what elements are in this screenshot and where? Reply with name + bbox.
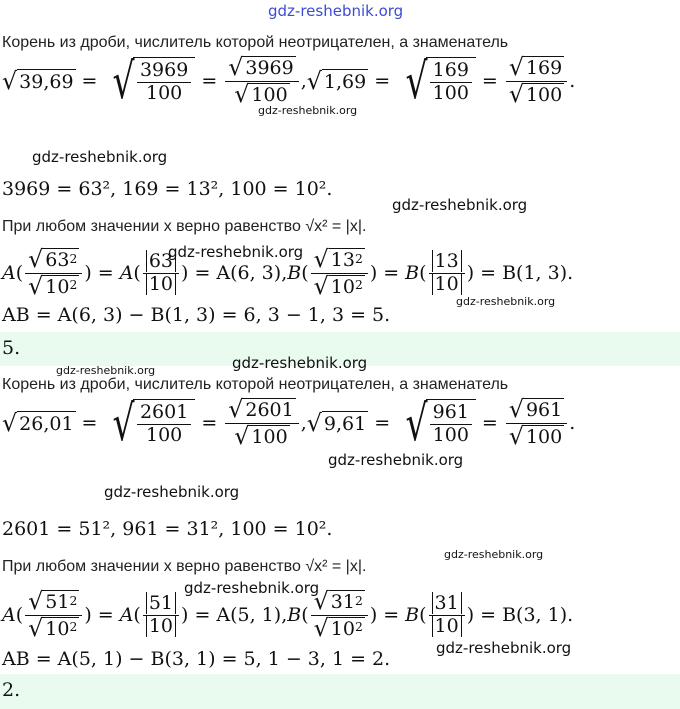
equation-coordinates-2: A ( √ 51 2 √ 10 2 ) = A ( $\frac{51}{10}$ ) = A(5, 1) , B ( √ 31 2 √ 10 2 ) = B ( $\frac{31}{10}$ ) = B(3, 1) .	[2, 587, 574, 642]
sqrt-frac: √ $\frac{3969}{100}$	[103, 57, 195, 106]
watermark-top[interactable]: gdz-reshebnik.org	[268, 2, 404, 20]
identity-text-2: При любом значении x верно равенство √x² = |x|.	[2, 558, 367, 575]
equation-root-fraction-1: √ 39,69 = √ $\frac{3969}{100}$ = √ 3969 √ 100 , √ 1,69 = √ $\frac{169}{100}$ = √ 169 √ 100 .	[2, 51, 576, 110]
watermark[interactable]: gdz-reshebnik.org	[444, 548, 544, 561]
answer-band-2	[0, 674, 680, 709]
equation-root-fraction-2: √ 26,01 = √ $\frac{2601}{100}$ = √ 2601 √ 100 , √ 9,61 = √ $\frac{961}{100}$ = √ 961 √ 100 .	[2, 393, 576, 452]
squares-line-1: 3969 = 63², 169 = 13², 100 = 10².	[2, 178, 333, 200]
watermark[interactable]: gdz-reshebnik.org	[104, 483, 240, 501]
distance-line-1: AB = A(6, 3) − B(1, 3) = 6, 3 − 1, 3 = 5.	[2, 304, 391, 326]
watermark[interactable]: gdz-reshebnik.org	[232, 354, 368, 372]
watermark[interactable]: gdz-reshebnik.org	[184, 579, 320, 597]
answer-1: 5.	[2, 337, 21, 359]
squares-line-2: 2601 = 51², 961 = 31², 100 = 10².	[2, 518, 333, 540]
distance-line-2: AB = A(5, 1) − B(3, 1) = 5, 1 − 3, 1 = 2.	[2, 648, 391, 670]
intro-text-1: Корень из дроби, числитель которой неотрицателен, а знаменатель	[2, 34, 509, 51]
watermark[interactable]: gdz-reshebnik.org	[168, 243, 304, 261]
identity-text-1: При любом значении x верно равенство √x² = |x|.	[2, 218, 367, 235]
watermark[interactable]: gdz-reshebnik.org	[258, 104, 358, 117]
watermark[interactable]: gdz-reshebnik.org	[436, 639, 572, 657]
answer-2: 2.	[2, 679, 21, 701]
watermark[interactable]: gdz-reshebnik.org	[456, 295, 556, 308]
watermark[interactable]: gdz-reshebnik.org	[32, 148, 168, 166]
watermark[interactable]: gdz-reshebnik.org	[56, 364, 156, 377]
intro-text-2: Корень из дроби, числитель которой неотрицателен, а знаменатель	[2, 376, 509, 393]
frac-of-roots: √ 3969 √ 100	[225, 56, 299, 107]
watermark[interactable]: gdz-reshebnik.org	[392, 196, 528, 214]
equation-coordinates-1: A ( √ 63 2 √ 10 2 ) = A ( $\frac{63}{10}$ ) = A(6, 3) , B ( √ 13 2 √ 10 2 ) = B ( $\frac{13}{10}$ ) = B(1, 3) .	[2, 245, 574, 300]
watermark[interactable]: gdz-reshebnik.org	[328, 451, 464, 469]
sqrt-a: √ 39,69	[2, 66, 74, 95]
